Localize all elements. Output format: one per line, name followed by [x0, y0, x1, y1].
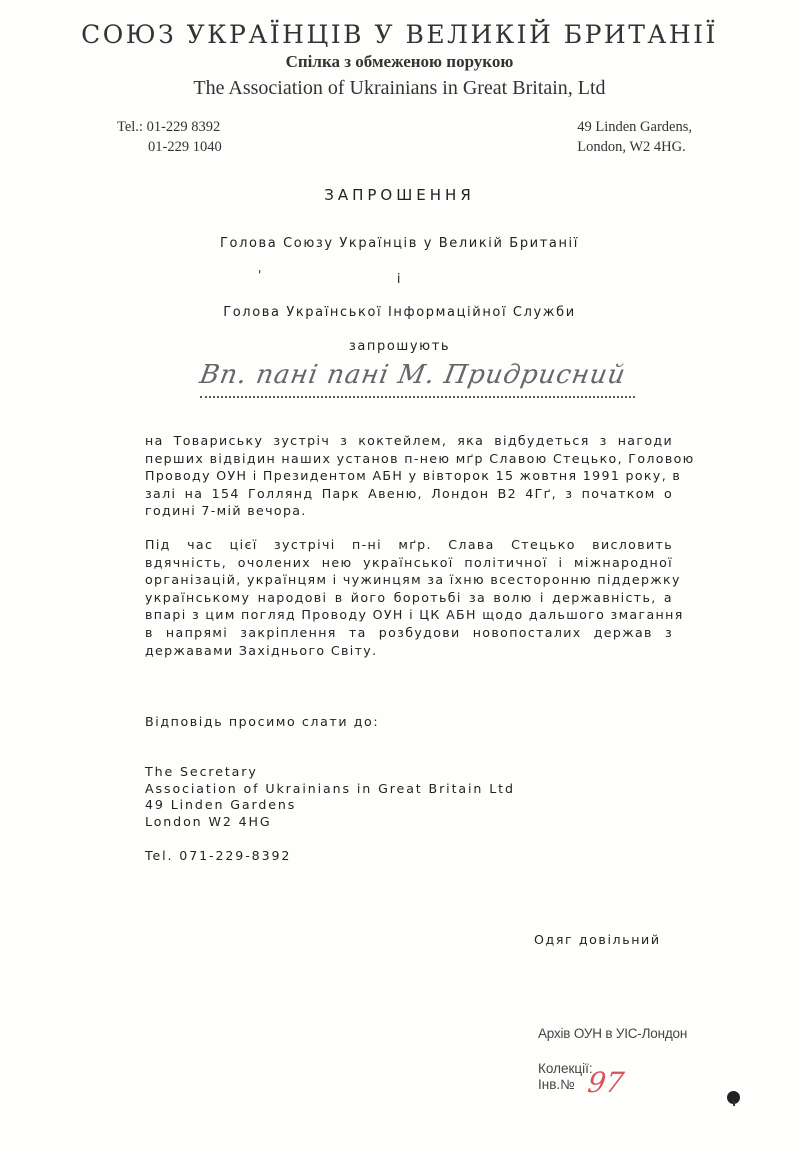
- address-block: [577, 117, 692, 157]
- conjunction: і: [396, 272, 403, 287]
- paragraph-line: в напрямі закріплення та розбудови новопосталих держав з: [145, 624, 673, 640]
- paragraph-line: годині 7-мій вечора.: [145, 503, 307, 519]
- organization-english-name: The Association of Ukrainians in Great Britain, Ltd: [193, 77, 606, 99]
- phone-line-1: Tel.: 01-229 8392: [117, 119, 221, 135]
- paragraph-line: залі на 154 Голлянд Парк Авеню, Лондон В2 4Гґ, з початком о: [145, 485, 673, 501]
- paragraph-line: перших відвідин наших установ п-нею мґр Славою Стецько, Головою: [145, 450, 695, 466]
- handwritten-addressee: Вп. пані пані М. Придрисний: [197, 360, 629, 390]
- body-paragraph-1: [145, 432, 695, 520]
- paragraph-line: на Товариську зустріч з коктейлем, яка відбудеться з нагоди: [145, 433, 673, 448]
- phone-line-2: 01-229 1040: [148, 139, 222, 155]
- paragraph-line: Проводу ОУН і Президентом АБН у вівторок 15 жовтня 1991 року, в: [145, 468, 682, 484]
- reply-address-line: Association of Ukrainians in Great Britain Ltd: [145, 780, 515, 796]
- host-line-2: Голова Української Інформаційної Служби: [223, 305, 576, 320]
- ink-blot-tail: [733, 1101, 735, 1106]
- organization-title: СОЮЗ УКРАЇНЦІВ У ВЕЛИКІЙ БРИТАНІЇ: [81, 20, 718, 49]
- invitation-title: ЗАПРОШЕННЯ: [324, 186, 475, 204]
- addressee-dotted-line: [200, 396, 635, 398]
- reply-address-line: The Secretary: [145, 764, 258, 779]
- collections-label: Колекції:: [538, 1061, 593, 1076]
- host-line-1: Голова Союзу Українців у Великій Британії: [219, 236, 579, 251]
- paragraph-line: державами Західнього Світу.: [145, 642, 378, 658]
- address-line-2: London, W2 4HG.: [577, 139, 686, 155]
- reply-address-line: London W2 4HG: [145, 813, 272, 829]
- archive-stamp: Архів ОУН в УІС-Лондон: [538, 1026, 688, 1041]
- dress-code: Одяг довільний: [534, 932, 661, 947]
- inventory-label: Інв.№: [538, 1077, 575, 1092]
- reply-address: [145, 764, 515, 830]
- body-paragraph-2: [145, 536, 684, 659]
- archive-collections: [538, 1061, 593, 1093]
- paragraph-line: українському народові в його боротьбі за волю і державність, а: [145, 589, 673, 605]
- paragraph-line: організацій, українцям і чужинцям за їхню всесторонню піддержку: [145, 572, 681, 588]
- reply-address-line: 49 Linden Gardens: [145, 797, 297, 812]
- stray-mark: ': [258, 268, 262, 282]
- phone-block: [117, 117, 222, 157]
- invite-verb: запрошують: [348, 339, 451, 354]
- reply-label: Відповідь просимо слати до:: [145, 714, 380, 729]
- paragraph-line: Під час цієї зустрічі п-ні мґр. Слава Стецько висловить: [145, 537, 673, 552]
- paragraph-line: вдячність, очолених нею української політичної і міжнародної: [145, 554, 673, 570]
- reply-telephone: Tel. 071-229-8392: [145, 848, 292, 863]
- paragraph-line: впарі з цим погляд Проводу ОУН і ЦК АБН щодо дальшого змагання: [145, 607, 684, 623]
- inventory-number-handwritten: 97: [585, 1066, 626, 1099]
- address-line-1: 49 Linden Gardens,: [577, 119, 692, 135]
- organization-subtitle: Спілка з обмеженою порукою: [285, 52, 514, 71]
